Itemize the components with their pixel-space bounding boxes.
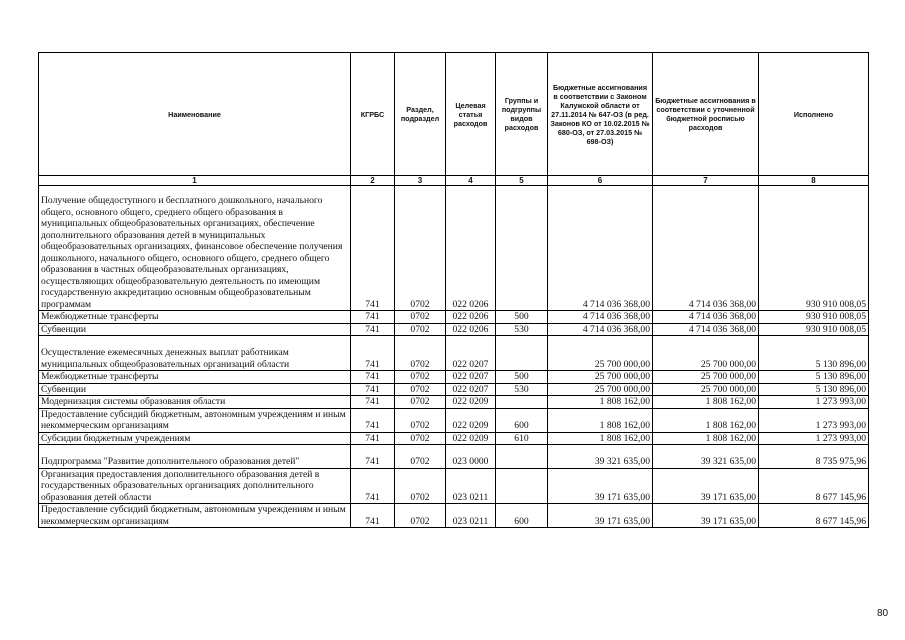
column-number: 2 [351,176,395,186]
table-row [39,323,869,336]
row-name: Межбюджетные трансферты [39,371,351,384]
header-expense-group: Группы и подгруппы видов расходов [496,53,548,176]
row-kgrbs: 741 [351,311,395,324]
row-expense-group: 500 [496,371,548,384]
header-law-allocation: Бюджетные ассигнования в соответствии с Законом Калужской области от 27.11.2014 № 647-ОЗ (в ред. Законов КО от 10.02.2015 № 680-ОЗ, от 27.03.2015 № 698-ОЗ) [548,53,653,176]
row-refined-allocation: 39 171 635,00 [653,504,759,528]
column-number-row [39,176,869,186]
row-law-allocation: 39 171 635,00 [548,468,653,504]
row-name: Организация предоставления дополнительного образования детей в государственных образовательных организациях дополнительного образования детей области [39,468,351,504]
row-target-article: 022 0207 [446,336,496,371]
row-name: Субсидии бюджетным учреждениям [39,432,351,445]
row-refined-allocation: 4 714 036 368,00 [653,311,759,324]
row-law-allocation: 39 321 635,00 [548,445,653,469]
row-kgrbs: 741 [351,371,395,384]
row-section: 0702 [395,323,446,336]
row-law-allocation: 25 700 000,00 [548,383,653,396]
column-number: 7 [653,176,759,186]
budget-table [38,52,869,528]
row-kgrbs: 741 [351,336,395,371]
row-expense-group: 500 [496,311,548,324]
row-section: 0702 [395,432,446,445]
table-row [39,396,869,409]
row-executed: 930 910 008,05 [759,323,869,336]
row-kgrbs: 741 [351,186,395,311]
row-expense-group: 530 [496,323,548,336]
row-name: Субвенции [39,323,351,336]
row-section: 0702 [395,383,446,396]
row-executed: 8 677 145,96 [759,468,869,504]
row-refined-allocation: 25 700 000,00 [653,336,759,371]
row-name: Осуществление ежемесячных денежных выплат работникам муниципальных общеобразовательных организаций области [39,336,351,371]
column-number: 6 [548,176,653,186]
row-target-article: 022 0207 [446,371,496,384]
row-law-allocation: 4 714 036 368,00 [548,323,653,336]
row-refined-allocation: 4 714 036 368,00 [653,323,759,336]
table-row [39,445,869,469]
row-expense-group [496,468,548,504]
row-name: Предоставление субсидий бюджетным, автономным учреждениям и иным некоммерческим организациям [39,504,351,528]
row-target-article: 022 0207 [446,383,496,396]
row-section: 0702 [395,445,446,469]
row-law-allocation: 1 808 162,00 [548,432,653,445]
row-section: 0702 [395,186,446,311]
row-target-article: 022 0206 [446,186,496,311]
row-law-allocation: 1 808 162,00 [548,396,653,409]
row-law-allocation: 25 700 000,00 [548,371,653,384]
row-expense-group: 600 [496,504,548,528]
row-kgrbs: 741 [351,504,395,528]
table-row [39,336,869,371]
row-target-article: 022 0209 [446,432,496,445]
row-law-allocation: 1 808 162,00 [548,408,653,432]
table-row [39,311,869,324]
row-expense-group [496,445,548,469]
row-section: 0702 [395,504,446,528]
row-kgrbs: 741 [351,396,395,409]
row-kgrbs: 741 [351,445,395,469]
row-law-allocation: 25 700 000,00 [548,336,653,371]
row-expense-group: 610 [496,432,548,445]
row-kgrbs: 741 [351,323,395,336]
row-name: Получение общедоступного и бесплатного дошкольного, начального общего, основного общего, среднего общего образования в муниципальных общеобразовательных организациях, обеспечение дополнительного образования детей в муниципальных общеобразовательных организациях, финансовое обеспечение получения дошкольного, начального общего, основного общего, среднего общего образования в частных общеобразовательных организациях, осуществляющих общеобразовательную деятельность по имеющим государственную аккредитацию основным общеобразовательным программам [39,186,351,311]
row-name: Предоставление субсидий бюджетным, автономным учреждениям и иным некоммерческим организациям [39,408,351,432]
header-executed: Исполнено [759,53,869,176]
row-name: Межбюджетные трансферты [39,311,351,324]
row-section: 0702 [395,468,446,504]
row-executed: 5 130 896,00 [759,336,869,371]
row-refined-allocation: 4 714 036 368,00 [653,186,759,311]
column-number: 3 [395,176,446,186]
row-executed: 5 130 896,00 [759,371,869,384]
row-law-allocation: 4 714 036 368,00 [548,186,653,311]
row-refined-allocation: 39 321 635,00 [653,445,759,469]
row-target-article: 022 0209 [446,396,496,409]
row-refined-allocation: 25 700 000,00 [653,371,759,384]
row-refined-allocation: 25 700 000,00 [653,383,759,396]
row-expense-group [496,186,548,311]
row-kgrbs: 741 [351,432,395,445]
row-expense-group: 530 [496,383,548,396]
row-executed: 1 273 993,00 [759,432,869,445]
row-target-article: 022 0206 [446,311,496,324]
row-executed: 1 273 993,00 [759,408,869,432]
row-law-allocation: 39 171 635,00 [548,504,653,528]
page-number: 80 [877,608,889,619]
table-row [39,468,869,504]
table-row [39,383,869,396]
table-row [39,186,869,311]
column-number: 5 [496,176,548,186]
column-number: 1 [39,176,351,186]
row-section: 0702 [395,371,446,384]
row-section: 0702 [395,311,446,324]
row-name: Модернизация системы образования области [39,396,351,409]
row-refined-allocation: 1 808 162,00 [653,396,759,409]
row-executed: 8 677 145,96 [759,504,869,528]
column-number: 8 [759,176,869,186]
row-target-article: 023 0211 [446,504,496,528]
row-executed: 5 130 896,00 [759,383,869,396]
header-target-article: Целевая статья расходов [446,53,496,176]
header-kgrbs: КГРБС [351,53,395,176]
row-section: 0702 [395,396,446,409]
row-section: 0702 [395,408,446,432]
column-number: 4 [446,176,496,186]
row-name: Субвенции [39,383,351,396]
row-refined-allocation: 1 808 162,00 [653,432,759,445]
row-kgrbs: 741 [351,468,395,504]
header-name: Наименование [39,53,351,176]
table-row [39,408,869,432]
row-section: 0702 [395,336,446,371]
row-refined-allocation: 39 171 635,00 [653,468,759,504]
row-executed: 930 910 008,05 [759,311,869,324]
header-refined-allocation: Бюджетные ассигнования в соответствии с уточненной бюджетной росписью расходов [653,53,759,176]
row-expense-group [496,396,548,409]
row-kgrbs: 741 [351,408,395,432]
row-target-article: 022 0206 [446,323,496,336]
row-target-article: 023 0211 [446,468,496,504]
header-row [39,53,869,176]
header-section: Раздел, подраздел [395,53,446,176]
row-executed: 1 273 993,00 [759,396,869,409]
row-executed: 930 910 008,05 [759,186,869,311]
row-law-allocation: 4 714 036 368,00 [548,311,653,324]
row-expense-group: 600 [496,408,548,432]
table-row [39,504,869,528]
row-target-article: 023 0000 [446,445,496,469]
row-expense-group [496,336,548,371]
row-kgrbs: 741 [351,383,395,396]
table-row [39,371,869,384]
row-name: Подпрограмма "Развитие дополнительного образования детей" [39,445,351,469]
row-target-article: 022 0209 [446,408,496,432]
row-refined-allocation: 1 808 162,00 [653,408,759,432]
table-row [39,432,869,445]
row-executed: 8 735 975,96 [759,445,869,469]
